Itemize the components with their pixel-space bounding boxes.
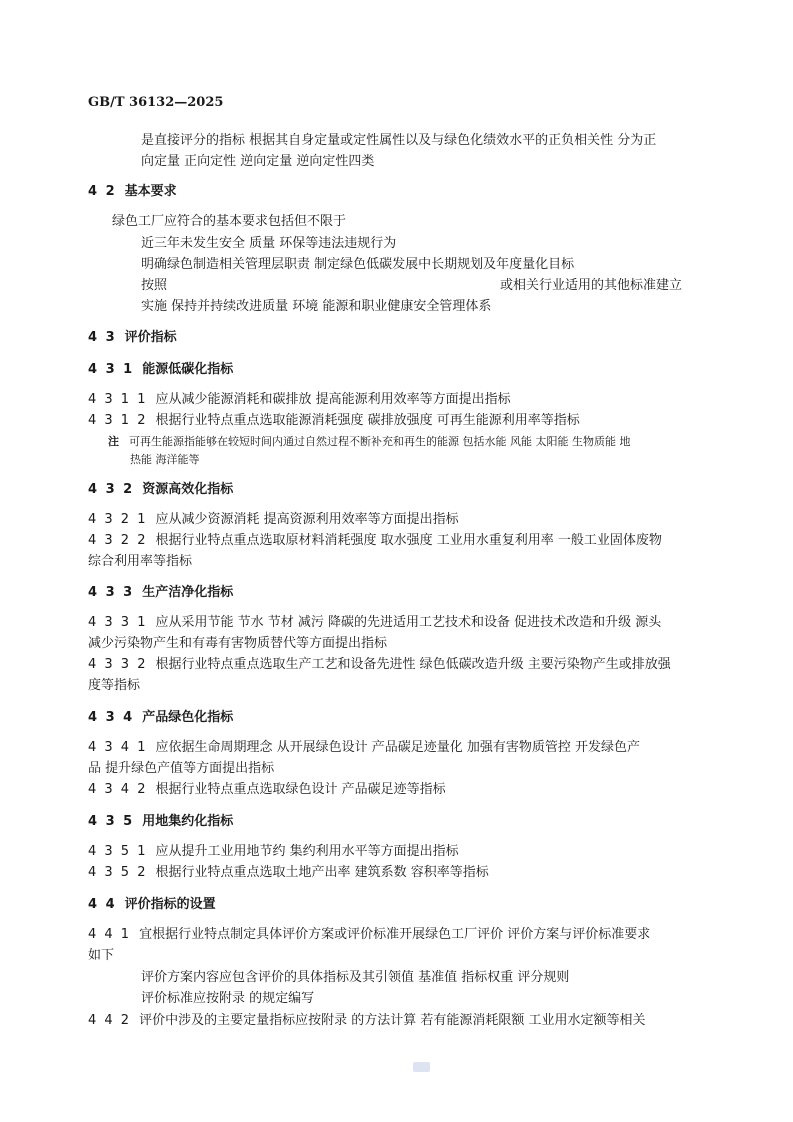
clause-4-3-4-2: 4 3 4 2 根据行业特点重点选取绿色设计 产品碳足迹等指标 <box>88 782 446 797</box>
section-heading-4-3-1: 4 3 1 能源低碳化指标 <box>88 362 234 377</box>
clause-4-3-3-1: 4 3 3 1 应从采用节能 节水 节材 减污 降碳的先进适用工艺技术和设备 促进技术改造和升级 源头 <box>88 615 662 630</box>
clause-4-3-1-2: 4 3 1 2 根据行业特点重点选取能源消耗强度 碳排放强度 可再生能源利用率等指标 <box>88 413 580 428</box>
section-heading-4-3-5: 4 3 5 用地集约化指标 <box>88 814 234 829</box>
clause-4-3-2-1: 4 3 2 1 应从减少资源消耗 提高资源利用效率等方面提出指标 <box>88 512 459 527</box>
clause-4-3-5-2: 4 3 5 2 根据行业特点重点选取土地产出率 建筑系数 容积率等指标 <box>88 865 489 880</box>
clause-4-4-1: 4 4 1 宜根据行业特点制定具体评价方案或评价标准开展绿色工厂评价 评价方案与评价标准要求 <box>88 927 651 942</box>
clause-continuation: 如下 <box>88 948 115 963</box>
clause-continuation: 综合利用率等指标 <box>88 554 193 569</box>
paragraph-line: 绿色工厂应符合的基本要求包括但不限于 <box>112 214 347 229</box>
clause-4-3-2-2: 4 3 2 2 根据行业特点重点选取原材料消耗强度 取水强度 工业用水重复利用率 一般工业固体废物 <box>88 533 662 548</box>
note-line: 热能 海洋能等 <box>130 453 200 466</box>
list-item: 评价方案内容应包含评价的具体指标及其引领值 基准值 指标权重 评分规则 <box>141 970 570 985</box>
standard-number-header: GB/T 36132—2025 <box>88 95 224 110</box>
clause-continuation: 品 提升绿色产值等方面提出指标 <box>88 761 275 776</box>
list-item: 按照 <box>141 278 168 293</box>
note-line: 注 可再生能源指能够在较短时间内通过自然过程不断补充和再生的能源 包括水能 风能 太阳能 生物质能 地 <box>108 435 631 448</box>
clause-continuation: 度等指标 <box>88 678 141 693</box>
list-item: 实施 保持并持续改进质量 环境 能源和职业健康安全管理体系 <box>141 299 492 314</box>
clause-continuation: 减少污染物产生和有毒有害物质替代等方面提出指标 <box>88 636 388 651</box>
paragraph-line: 向定量 正向定性 逆向定量 逆向定性四类 <box>141 154 375 169</box>
list-item: 近三年未发生安全 质量 环保等违法违规行为 <box>141 236 397 251</box>
section-heading-4-3: 4 3 评价指标 <box>88 330 177 345</box>
list-item: 评价标准应按附录 的规定编写 <box>141 991 315 1006</box>
section-heading-4-3-2: 4 3 2 资源高效化指标 <box>88 482 234 497</box>
clause-4-3-4-1: 4 3 4 1 应依据生命周期理念 从开展绿色设计 产品碳足迹量化 加强有害物质管控 开发绿色产 <box>88 740 641 755</box>
list-item: 明确绿色制造相关管理层职责 制定绿色低碳发展中长期规划及年度量化目标 <box>141 257 575 272</box>
paragraph-line: 是直接评分的指标 根据其自身定量或定性属性以及与绿色化绩效水平的正负相关性 分为正 <box>141 133 657 148</box>
section-heading-4-3-4: 4 3 4 产品绿色化指标 <box>88 710 234 725</box>
section-heading-4-2: 4 2 基本要求 <box>88 184 177 199</box>
section-heading-4-4: 4 4 评价指标的设置 <box>88 897 216 912</box>
clause-4-4-2: 4 4 2 评价中涉及的主要定量指标应按附录 的方法计算 若有能源消耗限额 工业用水定额等相关 <box>88 1013 646 1028</box>
watermark-logo-icon <box>413 1062 430 1072</box>
clause-4-3-5-1: 4 3 5 1 应从提升工业用地节约 集约利用水平等方面提出指标 <box>88 844 459 859</box>
clause-4-3-3-2: 4 3 3 2 根据行业特点重点选取生产工艺和设备先进性 绿色低碳改造升级 主要污染物产生或排放强 <box>88 657 671 672</box>
clause-4-3-1-1: 4 3 1 1 应从减少能源消耗和碳排放 提高能源利用效率等方面提出指标 <box>88 392 511 407</box>
list-item-continuation: 或相关行业适用的其他标准建立 <box>500 278 683 293</box>
section-heading-4-3-3: 4 3 3 生产洁净化指标 <box>88 585 234 600</box>
